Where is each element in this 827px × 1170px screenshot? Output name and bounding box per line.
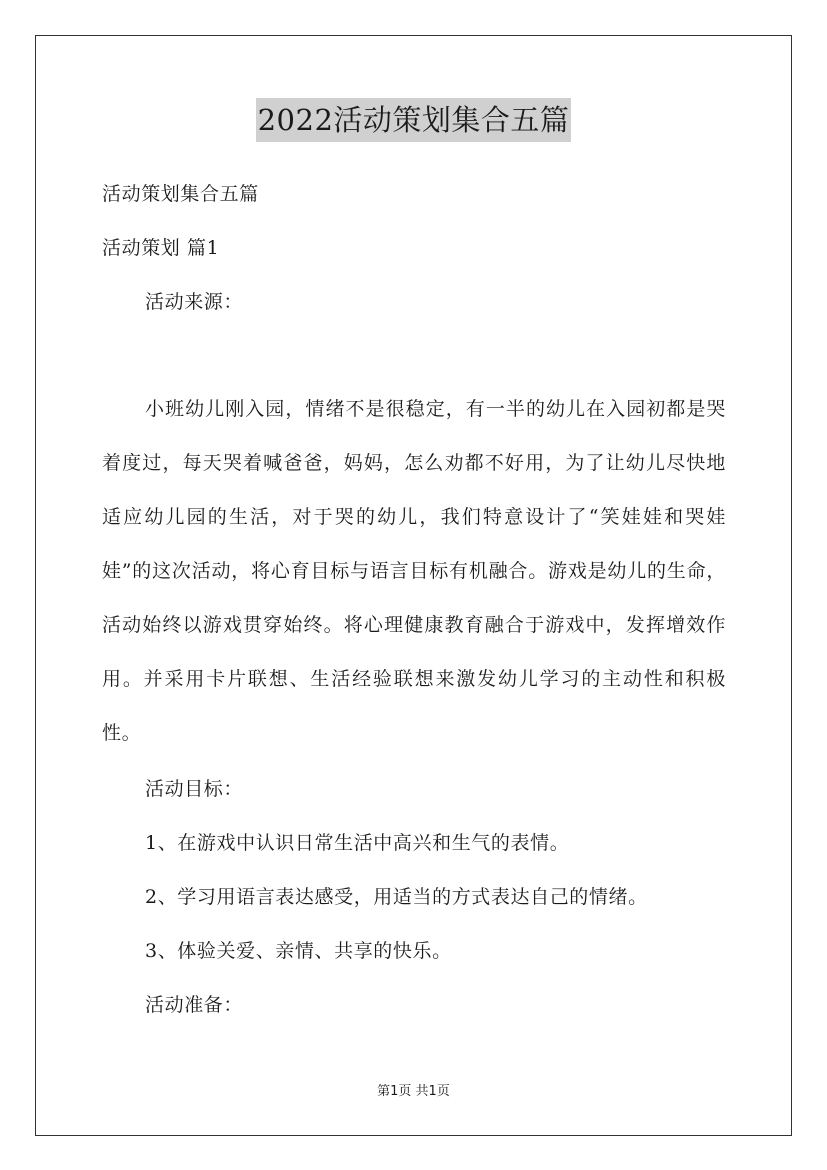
activity-source-label: 活动来源： (145, 291, 244, 313)
goal-item-1: 1、在游戏中认识日常生活中高兴和生气的表情。 (145, 832, 570, 854)
page-footer: 第1页 共1页 (377, 1084, 450, 1099)
title-container (0, 98, 827, 142)
section-heading: 活动策划 篇1 (102, 237, 220, 259)
activity-goals-label: 活动目标： (145, 778, 244, 800)
activity-prep-label: 活动准备： (145, 994, 244, 1016)
document-subtitle: 活动策划集合五篇 (102, 183, 259, 205)
goal-item-3: 3、体验关爱、亲情、共享的快乐。 (145, 940, 452, 962)
activity-source-paragraph: 小班幼儿刚入园，情绪不是很稳定，有一半的幼儿在入园初都是哭着度过，每天哭着喊爸爸，妈妈，怎么劝都不好用，为了让幼儿尽快地适应幼儿园的生活，对于哭的幼儿，我们特意设计了“笑娃娃和哭娃娃”的这次活动，将心育目标与语言目标有机融合。游戏是幼儿的生命，活动始终以游戏贯穿始终。将心理健康教育融合于游戏中，发挥增效作用。并采用卡片联想、生活经验联想来激发幼儿学习的主动性和积极性。 (102, 398, 726, 744)
document-title: 2022活动策划集合五篇 (256, 98, 572, 142)
goal-item-2: 2、学习用语言表达感受，用适当的方式表达自己的情绪。 (145, 886, 648, 908)
